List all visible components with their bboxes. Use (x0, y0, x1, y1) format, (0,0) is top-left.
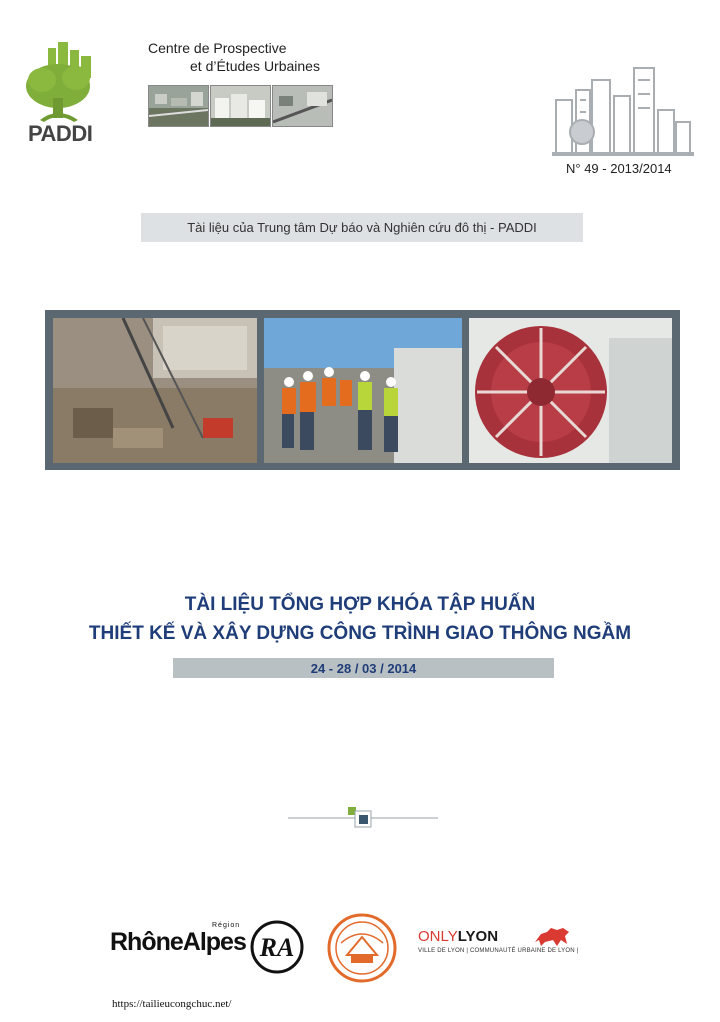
photo-strip (45, 310, 680, 470)
source-url: https://tailieucongchuc.net/ (112, 998, 232, 1010)
date-range: 24 - 28 / 03 / 2014 (310, 660, 417, 676)
section-divider-ornament (288, 806, 438, 830)
header-thumbnail-metro (272, 85, 333, 127)
lyon-lion-icon (533, 924, 571, 948)
city-skyline-illustration (552, 60, 694, 158)
org-name-line2: et d’Études Urbaines (190, 58, 320, 74)
header-thumbnail-buildings (210, 85, 271, 127)
onlylyon-only: ONLY (418, 928, 458, 945)
rhone-alpes-logo-text: RhôneAlpes (110, 928, 246, 956)
paddi-logo-text: PADDI (28, 121, 93, 146)
rhone-alpes-ra-logo (250, 920, 304, 974)
ville-de-lyon-text: VILLE DE LYON | COMMUNAUTÉ URBAINE DE LYON | (418, 948, 579, 954)
photo-tunnel-boring-machine (469, 318, 672, 463)
onlylyon-logo (418, 928, 498, 945)
photo-workers-site (264, 318, 462, 463)
rhone-alpes-region-label: Région (212, 922, 241, 929)
header-thumbnail-aerial (148, 85, 209, 127)
document-title-line1: TÀI LIỆU TỔNG HỢP KHÓA TẬP HUẤN (184, 594, 536, 615)
org-name-line1: Centre de Prospective (148, 40, 287, 56)
onlylyon-lyon: LYON (457, 928, 499, 945)
svg-text:RA: RA (259, 933, 295, 962)
document-subtitle: Tài liệu của Trung tâm Dự báo và Nghiên cứu đô thị - PADDI (187, 220, 537, 235)
date-range-bar (173, 658, 554, 678)
document-subtitle-bar (141, 213, 583, 242)
issue-number: N° 49 - 2013/2014 (566, 161, 672, 176)
document-title-line2: THIẾT KẾ VÀ XÂY DỰNG CÔNG TRÌNH GIAO THÔNG NGẦM (88, 623, 632, 644)
photo-construction-site (53, 318, 257, 463)
hcm-city-emblem (327, 913, 397, 983)
